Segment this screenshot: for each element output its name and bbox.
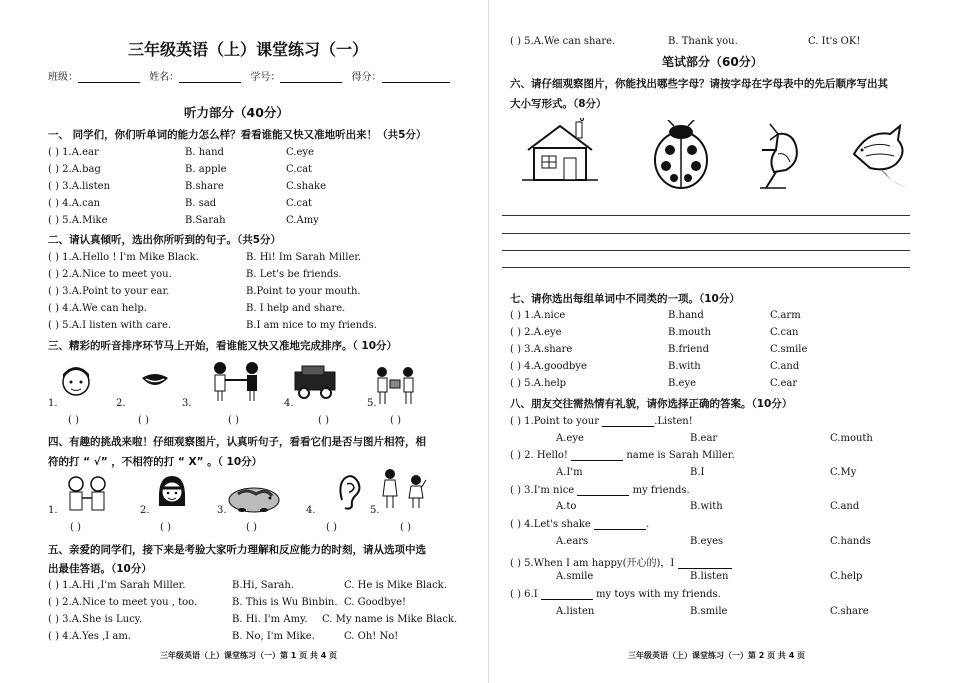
sec1-option-c: C.shake bbox=[286, 181, 326, 192]
sec7-option-b: B.mouth bbox=[668, 327, 711, 338]
sec8-question-text: ( ) 2. Hello! bbox=[510, 450, 568, 461]
kids-sharing-icon bbox=[372, 364, 420, 412]
name-field[interactable] bbox=[179, 82, 241, 83]
sec1-option-a: ( ) 3.A.listen bbox=[48, 181, 111, 192]
answer-blank[interactable] bbox=[602, 426, 654, 427]
sec3-label-2: 2. bbox=[116, 398, 126, 409]
sec3-answer-bracket[interactable]: ( ) bbox=[68, 415, 79, 426]
bird-icon bbox=[756, 120, 804, 192]
writing-line[interactable] bbox=[502, 215, 910, 216]
sec1-option-b: B. hand bbox=[185, 147, 224, 158]
handshake-icon bbox=[210, 360, 262, 402]
listening-header: 听力部分（40分） bbox=[184, 105, 289, 120]
sec4-answer-bracket[interactable]: ( ) bbox=[70, 522, 81, 533]
sec5-option-a: ( ) 2.A.Nice to meet you , too. bbox=[48, 597, 198, 608]
sec4-label-1: 1. bbox=[48, 505, 58, 516]
writing-line[interactable] bbox=[502, 267, 910, 268]
sec5-option-b: B. No, I'm Mike. bbox=[232, 631, 315, 642]
sec7-option-a: ( ) 3.A.share bbox=[510, 344, 573, 355]
sec8-question bbox=[510, 416, 693, 427]
kids-waving-icon bbox=[378, 466, 428, 512]
sec8-option-a: A.smile bbox=[556, 571, 594, 582]
sec3-answer-bracket[interactable]: ( ) bbox=[228, 415, 239, 426]
sec7-option-b: B.eye bbox=[668, 378, 697, 389]
sec2-option-b: B. Let's be friends. bbox=[246, 269, 342, 280]
sec3-answer-bracket[interactable]: ( ) bbox=[390, 415, 401, 426]
sec2-option-a: ( ) 2.A.Nice to meet you. bbox=[48, 269, 172, 280]
sec8-question-text: ( ) 6.I bbox=[510, 589, 538, 600]
sec5-cont-option-a: ( ) 5.A.We can share. bbox=[510, 36, 616, 47]
answer-blank[interactable] bbox=[541, 599, 593, 600]
sec2-option-b: B. Hi! Im Sarah Miller. bbox=[246, 252, 362, 263]
sec2-option-a: ( ) 4.A.We can help. bbox=[48, 303, 147, 314]
sec8-option-c: C.help bbox=[830, 571, 863, 582]
sec1-option-c: C.Amy bbox=[286, 215, 319, 226]
fish-icon bbox=[850, 124, 912, 190]
sec1-option-a: ( ) 2.A.bag bbox=[48, 164, 101, 175]
sec3-label-1: 1. bbox=[48, 398, 58, 409]
sec8-question-text: ( ) 3.I'm nice bbox=[510, 485, 575, 496]
sec5-option-c: C. Goodbye! bbox=[344, 597, 407, 608]
sec8-option-a: A.to bbox=[556, 501, 577, 512]
writing-line[interactable] bbox=[502, 250, 910, 251]
sec5-option-b: B. This is Wu Binbin. bbox=[232, 597, 338, 608]
ear-icon bbox=[336, 474, 362, 512]
sec1-option-a: ( ) 1.A.ear bbox=[48, 147, 99, 158]
sec4-label-5: 5. bbox=[370, 505, 380, 516]
sec7-option-c: C.arm bbox=[770, 310, 801, 321]
score-label: 得分： bbox=[351, 72, 382, 83]
sec8-question-text: ( ) 1.Point to your bbox=[510, 416, 599, 427]
sec2-option-a: ( ) 5.A.I listen with care. bbox=[48, 320, 172, 331]
sec8-option-c: C.and bbox=[830, 501, 860, 512]
ladybug-icon bbox=[650, 120, 712, 192]
sec7-option-c: C.and bbox=[770, 361, 800, 372]
sec5-cont-option-b: B. Thank you. bbox=[668, 36, 738, 47]
sec7-option-c: C.ear bbox=[770, 378, 798, 389]
answer-blank[interactable] bbox=[577, 495, 629, 496]
sec1-title: 一、 同学们，你们听单词的能力怎么样？看看谁能又快又准地听出来！（共5分） bbox=[48, 129, 427, 141]
sec8-question-text: ( ) 5.When I am happy(开心的)，I bbox=[510, 558, 675, 569]
sec7-title: 七、请你选出每组单词中不同类的一项。（10分） bbox=[510, 293, 740, 305]
score-field[interactable] bbox=[382, 82, 450, 83]
sec6-title-line2: 大小写形式。（8分） bbox=[510, 98, 607, 110]
hamster-icon bbox=[226, 482, 282, 514]
sec2-option-b: B.Point to your mouth. bbox=[246, 286, 361, 297]
sec7-option-a: ( ) 1.A.nice bbox=[510, 310, 566, 321]
sec8-question-text: .Listen! bbox=[654, 416, 693, 427]
sec5-option-b: B. Hi. I'm Amy. bbox=[232, 614, 308, 625]
answer-blank[interactable] bbox=[594, 529, 646, 530]
sec8-question bbox=[510, 589, 721, 600]
sec5-option-b: B.Hi, Sarah. bbox=[232, 580, 294, 591]
sec5-option-c: C. He is Mike Black. bbox=[344, 580, 447, 591]
sec8-option-a: A.I'm bbox=[556, 467, 583, 478]
sec7-option-b: B.hand bbox=[668, 310, 704, 321]
sec8-question-text: name is Sarah Miller. bbox=[626, 450, 735, 461]
sec8-option-c: C.My bbox=[830, 467, 857, 478]
sec4-label-3: 3. bbox=[217, 505, 227, 516]
sec8-question bbox=[510, 519, 649, 530]
sec1-option-b: B. apple bbox=[185, 164, 227, 175]
sec1-option-b: B. sad bbox=[185, 198, 217, 209]
sec3-label-4: 4. bbox=[284, 398, 294, 409]
sec8-question-text: my toys with my friends. bbox=[596, 589, 721, 600]
sec8-option-b: B.with bbox=[690, 501, 723, 512]
sec1-option-b: B.share bbox=[185, 181, 224, 192]
sec6-title-line1: 六、请仔细观察图片，你能找出哪些字母？请按字母在字母表中的先后顺序写出其 bbox=[510, 78, 888, 90]
number-label: 学号： bbox=[250, 72, 281, 83]
sec4-answer-bracket[interactable]: ( ) bbox=[160, 522, 171, 533]
sec8-option-b: B.smile bbox=[690, 606, 728, 617]
sec8-option-b: B.listen bbox=[690, 571, 729, 582]
sec8-question-text: ( ) 4.Let's shake bbox=[510, 519, 591, 530]
sec3-answer-bracket[interactable]: ( ) bbox=[138, 415, 149, 426]
sec1-option-b: B.Sarah bbox=[185, 215, 226, 226]
sec8-question-text: . bbox=[646, 519, 650, 530]
sec5-option-a: ( ) 4.A.Yes ,I am. bbox=[48, 631, 131, 642]
sec3-title: 三、精彩的听音排序环节马上开始，看谁能又快又准地完成排序。（ 10分） bbox=[48, 340, 398, 352]
page-title: 三年级英语（上）课堂练习（一） bbox=[128, 40, 369, 59]
friends-hug-icon bbox=[62, 474, 112, 516]
sec1-option-c: C.cat bbox=[286, 198, 313, 209]
answer-blank[interactable] bbox=[571, 460, 623, 461]
sec4-title-line2: 符的打 “ √” ，不相符的打 “ X” 。（ 10分） bbox=[48, 456, 263, 468]
sec7-option-c: C.smile bbox=[770, 344, 808, 355]
sec1-option-c: C.cat bbox=[286, 164, 313, 175]
sec8-question bbox=[510, 554, 732, 569]
sec5-title-line2: 出最佳答语。（10分） bbox=[48, 563, 152, 575]
sec5-cont-option-c: C. It's OK! bbox=[808, 36, 861, 47]
sec5-option-c: C. Oh! No! bbox=[344, 631, 399, 642]
sec2-title: 二、请认真倾听，选出你所听到的句子。（共5分） bbox=[48, 234, 282, 246]
sec8-title: 八、朋友交往需热情有礼貌，请你选择正确的答案。（10分） bbox=[510, 398, 793, 410]
sec8-option-b: B.eyes bbox=[690, 536, 724, 547]
sec7-option-c: C.can bbox=[770, 327, 799, 338]
sec8-option-c: C.share bbox=[830, 606, 869, 617]
sec5-title-line1: 五、亲爱的同学们，接下来是考验大家听力理解和反应能力的时刻，请从选项中选 bbox=[48, 544, 426, 556]
name-label: 姓名： bbox=[149, 72, 180, 83]
sec8-option-b: B.I bbox=[690, 467, 705, 478]
page-footer-left: 三年级英语（上）课堂练习（一）第 1 页 共 4 页 bbox=[160, 651, 338, 660]
house-icon bbox=[522, 118, 598, 184]
sec3-label-3: 3. bbox=[182, 398, 192, 409]
class-field[interactable] bbox=[78, 82, 140, 83]
sec8-option-a: A.eye bbox=[556, 433, 584, 444]
sec8-option-a: A.ears bbox=[556, 536, 589, 547]
sec2-option-a: ( ) 3.A.Point to your ear. bbox=[48, 286, 170, 297]
sec4-label-4: 4. bbox=[306, 505, 316, 516]
page-footer-right: 三年级英语（上）课堂练习（一）第 2 页 共 4 页 bbox=[628, 651, 806, 660]
sec8-option-c: C.hands bbox=[830, 536, 871, 547]
sec8-question bbox=[510, 450, 735, 461]
sec5-option-a: ( ) 1.A.Hi ,I'm Sarah Miller. bbox=[48, 580, 186, 591]
class-label: 班级： bbox=[48, 72, 78, 83]
sec4-label-2: 2. bbox=[140, 505, 150, 516]
answer-blank[interactable] bbox=[678, 568, 732, 569]
writing-line[interactable] bbox=[502, 233, 910, 234]
sec2-option-a: ( ) 1.A.Hello ! I'm Mike Black. bbox=[48, 252, 199, 263]
sec8-option-b: B.ear bbox=[690, 433, 718, 444]
info-row bbox=[48, 68, 450, 83]
boy-face-icon bbox=[58, 362, 94, 404]
sec1-option-c: C.eye bbox=[286, 147, 314, 158]
mouth-icon bbox=[140, 372, 170, 394]
sec5-option-c: C. My name is Mike Black. bbox=[322, 614, 458, 625]
sec1-option-a: ( ) 5.A.Mike bbox=[48, 215, 108, 226]
sec3-answer-bracket[interactable]: ( ) bbox=[318, 415, 329, 426]
sec7-option-b: B.friend bbox=[668, 344, 709, 355]
sec4-answer-bracket[interactable]: ( ) bbox=[246, 522, 257, 533]
sec8-option-a: A.listen bbox=[556, 606, 595, 617]
sec7-option-a: ( ) 4.A.goodbye bbox=[510, 361, 587, 372]
sec5-option-a: ( ) 3.A.She is Lucy. bbox=[48, 614, 143, 625]
sec7-option-a: ( ) 5.A.help bbox=[510, 378, 567, 389]
sec4-answer-bracket[interactable]: ( ) bbox=[326, 522, 337, 533]
sec4-answer-bracket[interactable]: ( ) bbox=[400, 522, 411, 533]
sec8-option-c: C.mouth bbox=[830, 433, 873, 444]
toy-car-icon bbox=[292, 364, 338, 400]
sec7-option-b: B.with bbox=[668, 361, 701, 372]
sec7-option-a: ( ) 2.A.eye bbox=[510, 327, 562, 338]
number-field[interactable] bbox=[280, 82, 342, 83]
sec4-title-line1: 四、有趣的挑战来啦！仔细观察图片，认真听句子，看看它们是否与图片相符，相 bbox=[48, 436, 426, 448]
sec3-label-5: 5. bbox=[367, 398, 377, 409]
page-divider bbox=[488, 0, 489, 683]
girl-face-icon bbox=[156, 474, 188, 514]
sec8-question-text: my friends. bbox=[632, 485, 690, 496]
sec2-option-b: B.I am nice to my friends. bbox=[246, 320, 377, 331]
writing-header: 笔试部分（60分） bbox=[662, 55, 763, 69]
sec8-question bbox=[510, 485, 690, 496]
sec2-option-b: B. I help and share. bbox=[246, 303, 346, 314]
sec1-option-a: ( ) 4.A.can bbox=[48, 198, 101, 209]
